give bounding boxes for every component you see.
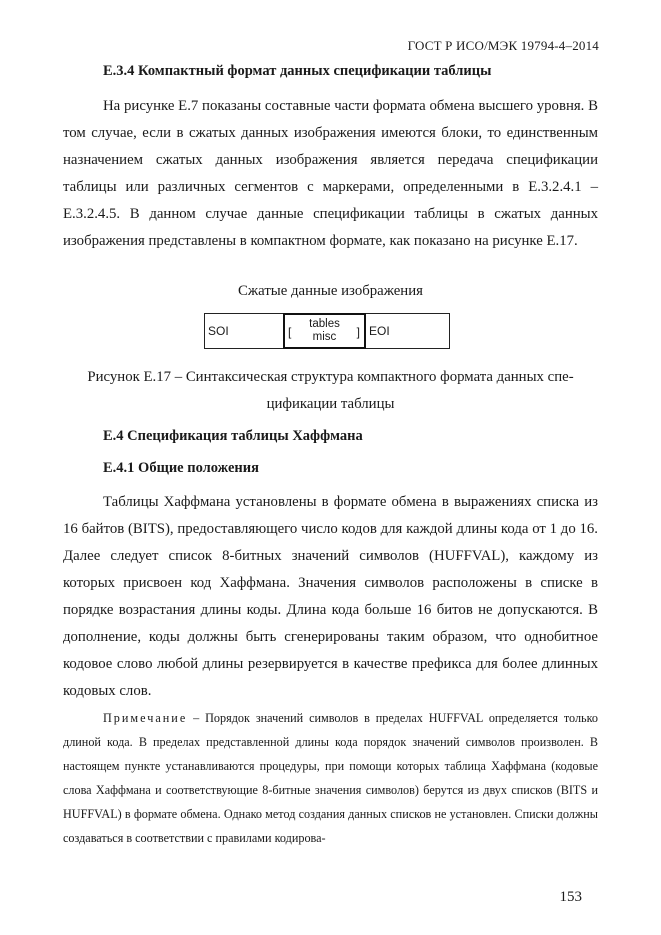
page-number: 153 (559, 889, 582, 905)
figure-title: Сжатые данные изображения (238, 283, 423, 299)
document-header: ГОСТ Р ИСО/МЭК 19794-4–2014 (407, 38, 599, 53)
bracket-open: [ (288, 325, 292, 339)
section-heading-e4: Е.4 Спецификация таблицы Хаффмана (103, 428, 363, 444)
figure-caption-line2: цификации таблицы (266, 396, 395, 412)
note-text: – Порядок значений символов в пределах HUFFVAL определяется только длиной кода. В пределах представленной длины кода порядок значений символов произволен. В настоящем пункте устанавливаются процедуры, при помощи которых таблица Хаффмана (кодовые слова Хаффмана и соответствующие 8-битные значения символов) берутся из двух списков (BITS и HUFFVAL) в формате обмена. Однако метод создания данных списков не установлен. Списки должны создаваться в соответствии с правилами кодирова- (63, 711, 598, 845)
tables-label: tables (309, 318, 340, 330)
paragraph-e34 (63, 93, 598, 255)
paragraph-e34-text: На рисунке Е.7 показаны составные части формата обмена высшего уровня. В том случае, если в сжатых данных изображения имеются блоки, то единственным назначением сжатых данных изображения является передача спецификации таблицы или различных сегментов с маркерами, определенными в Е.3.2.4.1 – Е.3.2.4.5. В данном случае данные спецификации таблицы в сжатых данных изображения представлены в компактном формате, как показано на рисунке Е.17. (63, 98, 598, 249)
soi-marker: SOI (208, 324, 229, 338)
syntax-diagram (204, 313, 450, 349)
paragraph-e41 (63, 489, 598, 705)
eoi-marker: EOI (369, 324, 390, 338)
tables-misc-block (283, 313, 366, 349)
section-heading-e34: Е.3.4 Компактный формат данных спецификации таблицы (103, 63, 492, 79)
bracket-close: ] (356, 325, 360, 339)
figure-caption-line1: Рисунок Е.17 – Синтаксическая структура компактного формата данных спе- (87, 369, 574, 385)
note (63, 706, 598, 850)
figure-caption (0, 364, 661, 418)
tables-misc-labels (285, 318, 364, 344)
misc-label: misc (312, 331, 337, 343)
section-heading-e41: Е.4.1 Общие положения (103, 460, 259, 476)
paragraph-e41-text: Таблицы Хаффмана установлены в формате обмена в выражениях списка из 16 байтов (BITS), предоставляющего число кодов для каждой длины кода от 1 до 16. Далее следует список 8-битных значений символов (HUFFVAL), каждому из которых присвоен код Хаффмана. Значения символов расположены в списке в порядке возрастания длины коды. Длина кода больше 16 битов не допускаются. В дополнение, коды должны быть сгенерированы таким образом, что однобитное кодовое слово любой длины резервируется в качестве префикса для более длинных кодовых слов. (63, 494, 598, 699)
note-label: Примечание (103, 711, 188, 725)
